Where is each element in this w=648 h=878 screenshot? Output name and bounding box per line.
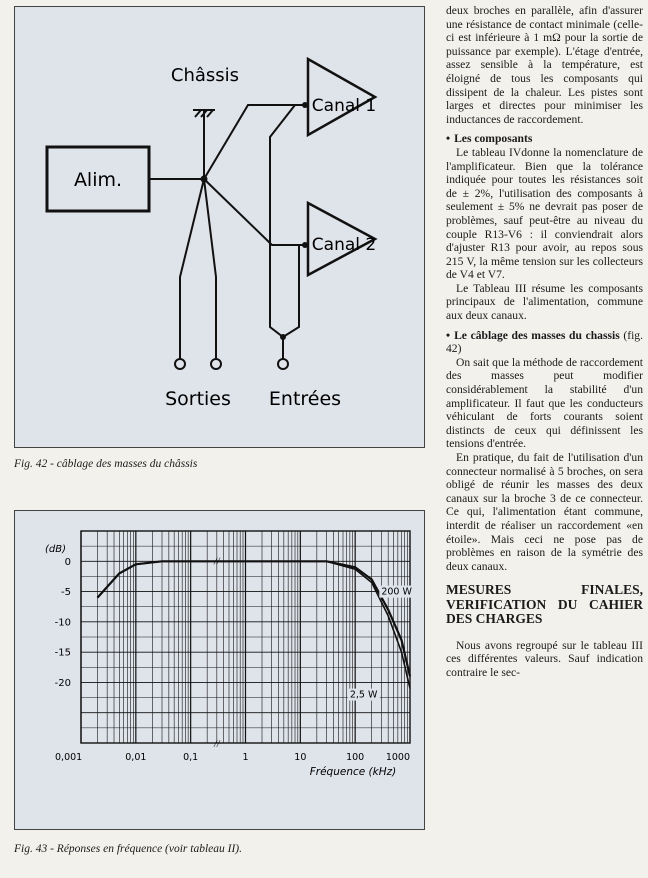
chart-grid [81, 531, 410, 750]
section-heading-composants [446, 132, 643, 146]
y-tick-label: -5 [61, 587, 71, 599]
heading-mesures-finales: MESURES FINALES, VERIFICATION DU CAHIER DES CHARGES [446, 582, 643, 627]
axis-break-mark: // [214, 739, 220, 750]
paragraph-intro: deux broches en parallèle, afin d'assurer une résistance de contact minimale (celle-ci est inférieure à 1 mΩ pour la sortie de puissance par exemple). L'étage d'entrée, assez sensible à la température, est éloigné de tous les composants qui dissipent de la chaleur. Les pistes sont larges et directes pour minimiser les inductances de raccordement. [446, 4, 643, 126]
canal2-label: Canal 2 [311, 235, 377, 255]
article-text-column [446, 4, 643, 680]
y-tick-label: -10 [54, 617, 71, 629]
series-annotation: 2,5 W [349, 689, 378, 701]
y-axis-label: (dB) [45, 544, 67, 555]
paragraph-composants: Le tableau IVdonne la nomenclature de l'amplificateur. Bien que la tolérance indiquée pour toutes les résistances soit de ± 2%, l'utilisation des composants à seulement ± 5% ne devrait pas poser de problèmes, sauf peut-être au niveau du couple R13-V6 : il conviendrait alors d'ajuster R13 pour avoir, au repos sous 215 V, la même tension sur les collecteurs de V4 et V7. [446, 145, 643, 282]
entree-terminal [278, 359, 288, 369]
figure-42-caption: Fig. 42 - câblage des masses du châssis [14, 458, 198, 470]
wire-to-canal2 [204, 179, 305, 245]
x-tick-label: 0,001 [55, 752, 83, 763]
alim-label: Alim. [73, 169, 123, 191]
sortie-terminal-2 [211, 359, 221, 369]
junction-entree [280, 334, 286, 340]
junction-canal1 [302, 102, 308, 108]
section-title: Les composants [454, 132, 533, 146]
section-heading-cablage [446, 329, 643, 356]
y-tick-label: 0 [64, 556, 71, 568]
wire-sortie-2 [204, 179, 216, 359]
y-tick-label: -20 [54, 677, 71, 689]
x-axis-label: Fréquence (kHz) [309, 766, 397, 778]
bullet: • [446, 132, 451, 146]
paragraph-mesures: Nous avons regroupé sur le tableau III ces différentes valeurs. Sauf indication contraire le sec- [446, 638, 643, 680]
sortie-terminal-1 [175, 359, 185, 369]
wire-sortie-1 [180, 179, 204, 359]
wire-to-canal1 [204, 105, 305, 179]
section-title: Le câblage des masses du chassis [454, 328, 620, 342]
paragraph-connecteur: En pratique, du fait de l'utilisation d'un connecteur normalisé à 5 broches, on sera obligé de réunir les masses des deux canaux sur la broche 3 de ce connecteur. Ce qui, l'alimentation étant commune, interdit de réaliser un raccordement «en étoile». Mais ceci ne pose pas de problèmes en raison de la symétrie des deux canaux. [446, 451, 643, 573]
paragraph-tableau-iii: Le Tableau III résume les composants principaux de l'alimentation, commune aux deux canaux. [446, 281, 643, 323]
star-junction [201, 176, 208, 183]
junction-canal2 [302, 242, 308, 248]
x-tick-label: 1000 [385, 752, 410, 763]
figure-42-diagram [14, 6, 425, 448]
canal1-label: Canal 1 [311, 96, 377, 116]
series-line-200w [98, 561, 411, 676]
frequency-response-svg [15, 511, 424, 829]
chassis-label: Châssis [170, 65, 240, 86]
entrees-label: Entrées [268, 388, 342, 410]
x-tick-label: 1 [242, 752, 249, 763]
x-tick-label: 100 [346, 752, 365, 763]
x-tick-label: 0,1 [183, 752, 199, 763]
figure-43-chart [14, 510, 425, 830]
bullet: • [446, 328, 451, 342]
x-tick-label: 0,01 [125, 752, 147, 763]
paragraph-masses: On sait que la méthode de raccordement des masses peut modifier considérablement la stabilité d'un amplificateur. Il faut que les conducteurs véhiculant de forts courants soient distincts de ceux qui définissent les tensions d'entrée. [446, 355, 643, 451]
break-mark: // [214, 556, 220, 568]
y-tick-label: -15 [54, 647, 71, 659]
figure-43-caption: Fig. 43 - Réponses en fréquence (voir tableau II). [14, 843, 243, 855]
series-annotation: 200 W [381, 586, 412, 598]
x-tick-label: 10 [294, 752, 307, 763]
series-line-2-5w [98, 561, 411, 688]
chart-series [98, 561, 411, 688]
chassis-wiring-svg [15, 7, 424, 447]
section-figure-ref: (fig. 42) [446, 328, 643, 356]
wire-entree-canal2 [283, 245, 305, 337]
sorties-label: Sorties [165, 388, 231, 410]
